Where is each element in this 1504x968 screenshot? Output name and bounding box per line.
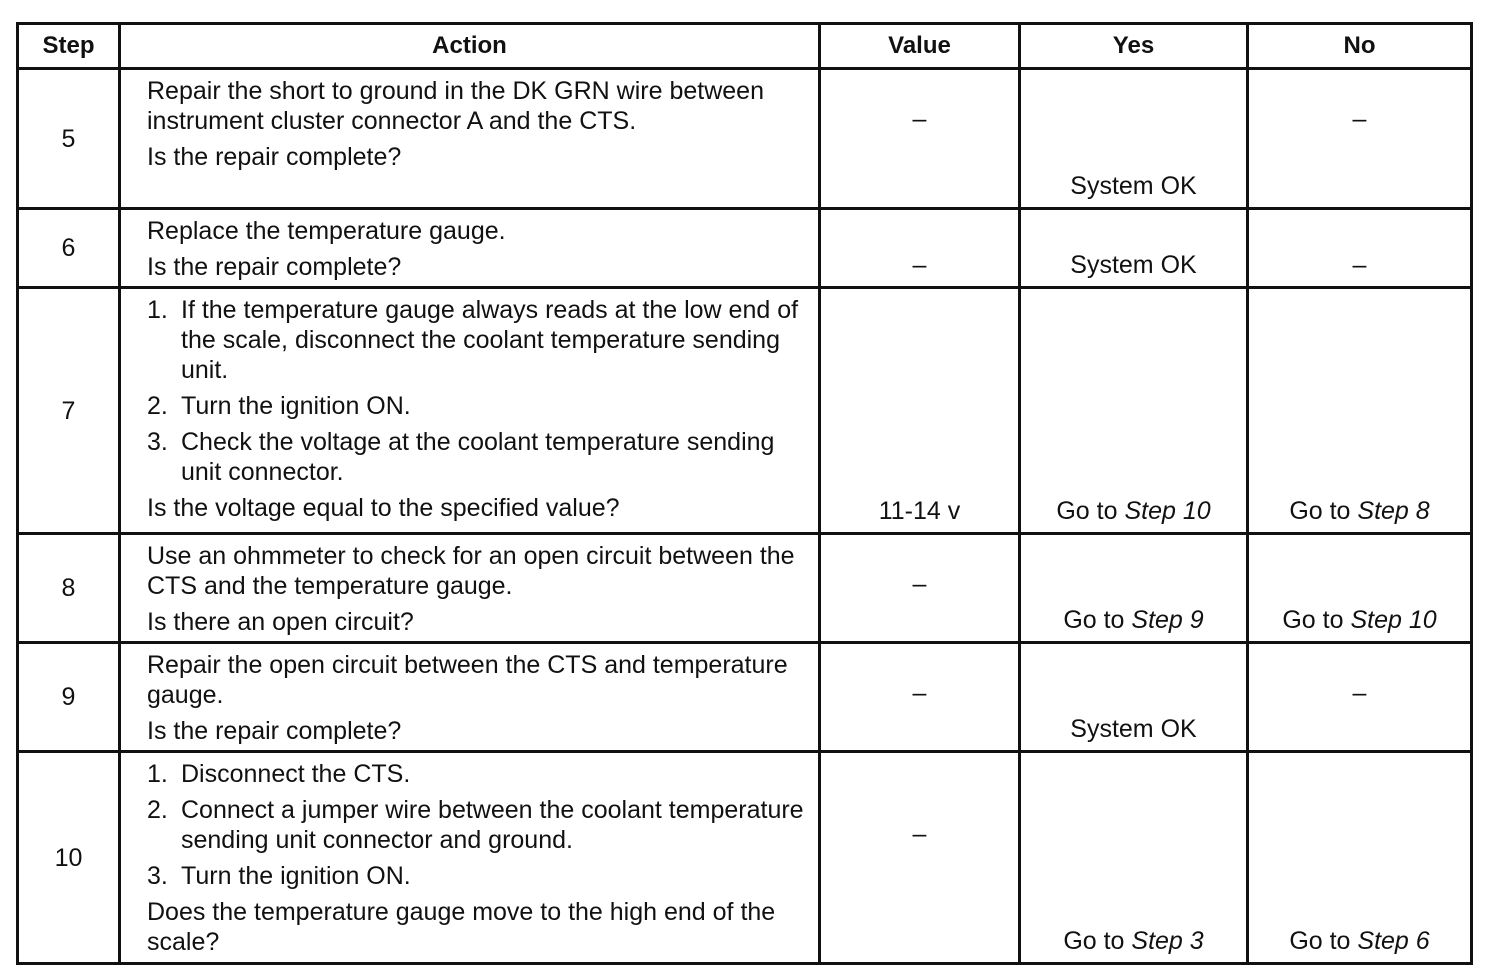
value-text: 11-14 v	[878, 497, 961, 525]
action-cell	[120, 534, 820, 643]
no-cell	[1248, 752, 1472, 964]
yes-prefix: System OK	[1070, 251, 1197, 279]
yes-step-link: Step 3	[1131, 927, 1204, 955]
action-cell	[120, 209, 820, 288]
value-text: –	[912, 820, 927, 848]
no-step-link: Step 6	[1357, 927, 1430, 955]
value-cell	[820, 643, 1020, 752]
action-question: Is the repair complete?	[147, 143, 402, 171]
list-item-number: 1.	[147, 296, 168, 324]
no-result	[1249, 496, 1470, 526]
no-cell	[1248, 69, 1472, 209]
list-item	[147, 391, 808, 421]
action-question: Is there an open circuit?	[147, 608, 414, 636]
value-cell	[820, 69, 1020, 209]
yes-result	[1021, 714, 1246, 744]
value-text: –	[912, 679, 927, 707]
list-item-text: Turn the ignition ON.	[181, 392, 411, 420]
list-item-text: If the temperature gauge always reads at the low end of the scale, disconnect the coolant temperature sending unit.	[181, 296, 799, 384]
step-number: 9	[18, 643, 120, 752]
yes-cell	[1020, 643, 1248, 752]
action-text: Repair the open circuit between the CTS and temperature gauge.	[147, 651, 788, 709]
yes-prefix: System OK	[1070, 715, 1197, 743]
yes-cell	[1020, 69, 1248, 209]
no-result	[1249, 926, 1470, 956]
no-prefix: Go to	[1289, 497, 1358, 525]
action-question: Is the voltage equal to the specified value?	[147, 494, 620, 522]
no-cell	[1248, 643, 1472, 752]
table-row-step-7	[18, 288, 1472, 534]
yes-prefix: System OK	[1070, 172, 1197, 200]
yes-prefix: Go to	[1063, 606, 1132, 634]
action-cell	[120, 288, 820, 534]
yes-step-link: Step 9	[1131, 606, 1204, 634]
table-row-step-6	[18, 209, 1472, 288]
list-item-text: Connect a jumper wire between the coolant temperature sending unit connector and ground.	[181, 796, 804, 854]
list-item-number: 1.	[147, 760, 168, 788]
no-result	[1249, 104, 1470, 134]
no-prefix: –	[1352, 251, 1367, 279]
no-prefix: Go to	[1289, 927, 1358, 955]
list-item	[147, 427, 808, 487]
step-number: 10	[18, 752, 120, 964]
list-item	[147, 759, 808, 789]
value-text: –	[912, 105, 927, 133]
no-step-link: Step 8	[1357, 497, 1430, 525]
value-text: –	[912, 570, 927, 598]
action-question: Is the repair complete?	[147, 253, 402, 281]
step-number: 8	[18, 534, 120, 643]
no-result	[1249, 678, 1470, 708]
value-cell	[820, 288, 1020, 534]
value-cell	[820, 752, 1020, 964]
no-prefix: Go to	[1282, 606, 1351, 634]
no-step-link: Step 10	[1350, 606, 1437, 634]
step-number: 6	[18, 209, 120, 288]
table-row-step-8	[18, 534, 1472, 643]
list-item-text: Turn the ignition ON.	[181, 862, 411, 890]
yes-prefix: Go to	[1056, 497, 1125, 525]
action-text: Repair the short to ground in the DK GRN wire between instrument cluster connector A and the CTS.	[147, 77, 764, 135]
action-question: Is the repair complete?	[147, 717, 402, 745]
list-item-text: Disconnect the CTS.	[181, 760, 411, 788]
list-item	[147, 295, 808, 385]
action-steps	[147, 295, 808, 487]
value-cell	[820, 209, 1020, 288]
list-item-number: 2.	[147, 796, 168, 824]
header-action: Action	[120, 24, 820, 69]
no-result	[1249, 605, 1470, 635]
yes-step-link: Step 10	[1124, 497, 1211, 525]
header-step: Step	[18, 24, 120, 69]
yes-result	[1021, 250, 1246, 280]
no-prefix: –	[1352, 679, 1367, 707]
table-row-step-9	[18, 643, 1472, 752]
action-cell	[120, 69, 820, 209]
list-item-number: 2.	[147, 392, 168, 420]
header-yes: Yes	[1020, 24, 1248, 69]
list-item	[147, 861, 808, 891]
action-text: Replace the temperature gauge.	[147, 217, 506, 245]
no-prefix: –	[1352, 105, 1367, 133]
no-cell	[1248, 534, 1472, 643]
no-cell	[1248, 209, 1472, 288]
header-value: Value	[820, 24, 1020, 69]
action-question: Does the temperature gauge move to the high end of the scale?	[147, 898, 776, 956]
diagnostic-table	[16, 22, 1473, 965]
table-row-step-5	[18, 69, 1472, 209]
yes-cell	[1020, 288, 1248, 534]
header-row	[18, 24, 1472, 69]
action-steps	[147, 759, 808, 891]
list-item	[147, 795, 808, 855]
no-cell	[1248, 288, 1472, 534]
action-cell	[120, 752, 820, 964]
step-number: 7	[18, 288, 120, 534]
value-text: –	[912, 251, 927, 279]
yes-result	[1021, 171, 1246, 201]
yes-cell	[1020, 534, 1248, 643]
list-item-number: 3.	[147, 428, 168, 456]
yes-cell	[1020, 209, 1248, 288]
list-item-text: Check the voltage at the coolant temperature sending unit connector.	[181, 428, 775, 486]
no-result	[1249, 250, 1470, 280]
yes-cell	[1020, 752, 1248, 964]
yes-result	[1021, 926, 1246, 956]
yes-prefix: Go to	[1063, 927, 1132, 955]
list-item-number: 3.	[147, 862, 168, 890]
action-text: Use an ohmmeter to check for an open circuit between the CTS and the temperature gauge.	[147, 542, 795, 600]
header-no: No	[1248, 24, 1472, 69]
step-number: 5	[18, 69, 120, 209]
table-row-step-10	[18, 752, 1472, 964]
value-cell	[820, 534, 1020, 643]
yes-result	[1021, 496, 1246, 526]
yes-result	[1021, 605, 1246, 635]
action-cell	[120, 643, 820, 752]
